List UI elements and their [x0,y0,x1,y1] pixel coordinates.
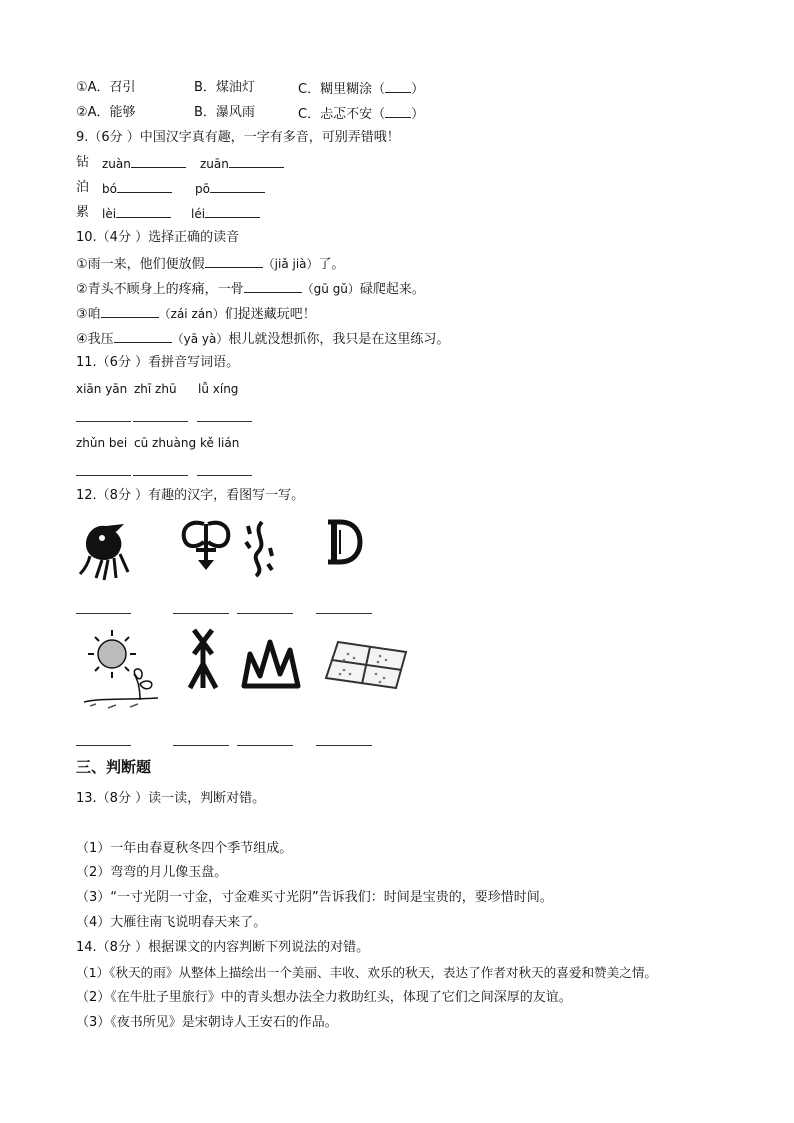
q14-item: （2）《在牛肚子里旅行》中的青头想办法全力救助红头，体现了它们之间深厚的友谊。 [76,990,572,1005]
water-pictograph-icon [242,518,276,580]
q13-item: （4）大雁往南飞说明春天来了。 [76,915,267,930]
q13-item: （2）弯弯的月儿像玉盘。 [76,865,228,880]
answer-line[interactable] [173,745,229,746]
answer-blank[interactable] [210,179,265,193]
q14-item: （1）《秋天的雨》从整体上描绘出一个美丽、丰收、欢乐的秋天，表达了作者对秋天的喜爱和赞美之情。 [76,965,658,980]
q10-item-2: ②青头不顾身上的疼痛，一骨 （gū gǔ）碌爬起来。 [76,279,425,299]
q8-row-2: ②A．能够 B．瀑风雨 C．忐忑不安（ ） [76,105,425,122]
answer-line[interactable] [197,475,252,476]
moon-pictograph-icon [322,518,364,566]
q13-item: （1）一年由春夏秋冬四个季节组成。 [76,841,293,856]
answer-line[interactable] [237,613,293,614]
answer-blank[interactable] [114,329,172,343]
wood-pictograph-icon [186,626,220,692]
answer-line[interactable] [76,475,131,476]
q13-title: 13.（8分 ）读一读，判断对错。 [76,791,266,806]
q8-row-1: ①A．召引 B．煤油灯 C．糊里糊涂（ ） [76,80,425,97]
bird-pictograph-icon [76,520,136,582]
q11-pinyin-line-2: zhǔn bei cū zhuàng kě lián [76,436,240,450]
answer-line[interactable] [133,475,188,476]
mountain-pictograph-icon [240,636,302,690]
q14-item: （3）《夜书所见》是宋朝诗人王安石的作品。 [76,1015,338,1030]
q10-item-3: ③咱 （zái zán）们捉迷藏玩吧！ [76,304,316,324]
answer-blank[interactable] [244,279,302,293]
q10-item-4: ④我压 （yā yà）根儿就没想抓你，我只是在这里练习。 [76,329,449,349]
answer-blank[interactable] [116,204,171,218]
q12-title: 12.（8分 ）有趣的汉字，看图写一写。 [76,488,305,503]
q9-row-2: 泊 bó pō [76,179,89,197]
q14-title: 14.（8分 ）根据课文的内容判断下列说法的对错。 [76,940,370,955]
field-pictograph-icon [322,638,412,692]
q13-item: （3）“一寸光阴一寸金，寸金难买寸光阴”告诉我们：时间是宝贵的，要珍惜时间。 [76,890,553,905]
q11-pinyin-line-1: xiān yān zhī zhū lǚ xíng [76,382,239,396]
sunrise-sprout-icon [80,628,162,712]
section-heading: 三、判断题 [76,758,152,776]
answer-line[interactable] [76,613,131,614]
q9-title: 9.（6分 ）中国汉字真有趣，一字有多音，可别弄错哦！ [76,130,400,145]
answer-line[interactable] [316,613,372,614]
answer-blank[interactable] [385,79,411,93]
plant-pictograph-icon [180,518,232,572]
answer-blank[interactable] [385,104,411,118]
answer-line[interactable] [76,745,131,746]
answer-line[interactable] [173,613,229,614]
q9-row-1: 钻 zuàn zuān [76,154,89,172]
answer-blank[interactable] [101,304,159,318]
answer-line[interactable] [76,421,131,422]
answer-blank[interactable] [117,179,172,193]
q11-title: 11.（6分 ）看拼音写词语。 [76,355,240,370]
answer-line[interactable] [133,421,188,422]
q10-title: 10.（4分 ）选择正确的读音 [76,230,240,245]
q9-row-3: 累 lèi léi [76,204,89,222]
answer-blank[interactable] [205,254,263,268]
answer-line[interactable] [237,745,293,746]
answer-blank[interactable] [205,204,260,218]
answer-blank[interactable] [229,154,284,168]
answer-blank[interactable] [131,154,186,168]
answer-line[interactable] [316,745,372,746]
answer-line[interactable] [197,421,252,422]
q10-item-1: ①雨一来，他们便放假 （jiǎ jià）了。 [76,254,345,274]
